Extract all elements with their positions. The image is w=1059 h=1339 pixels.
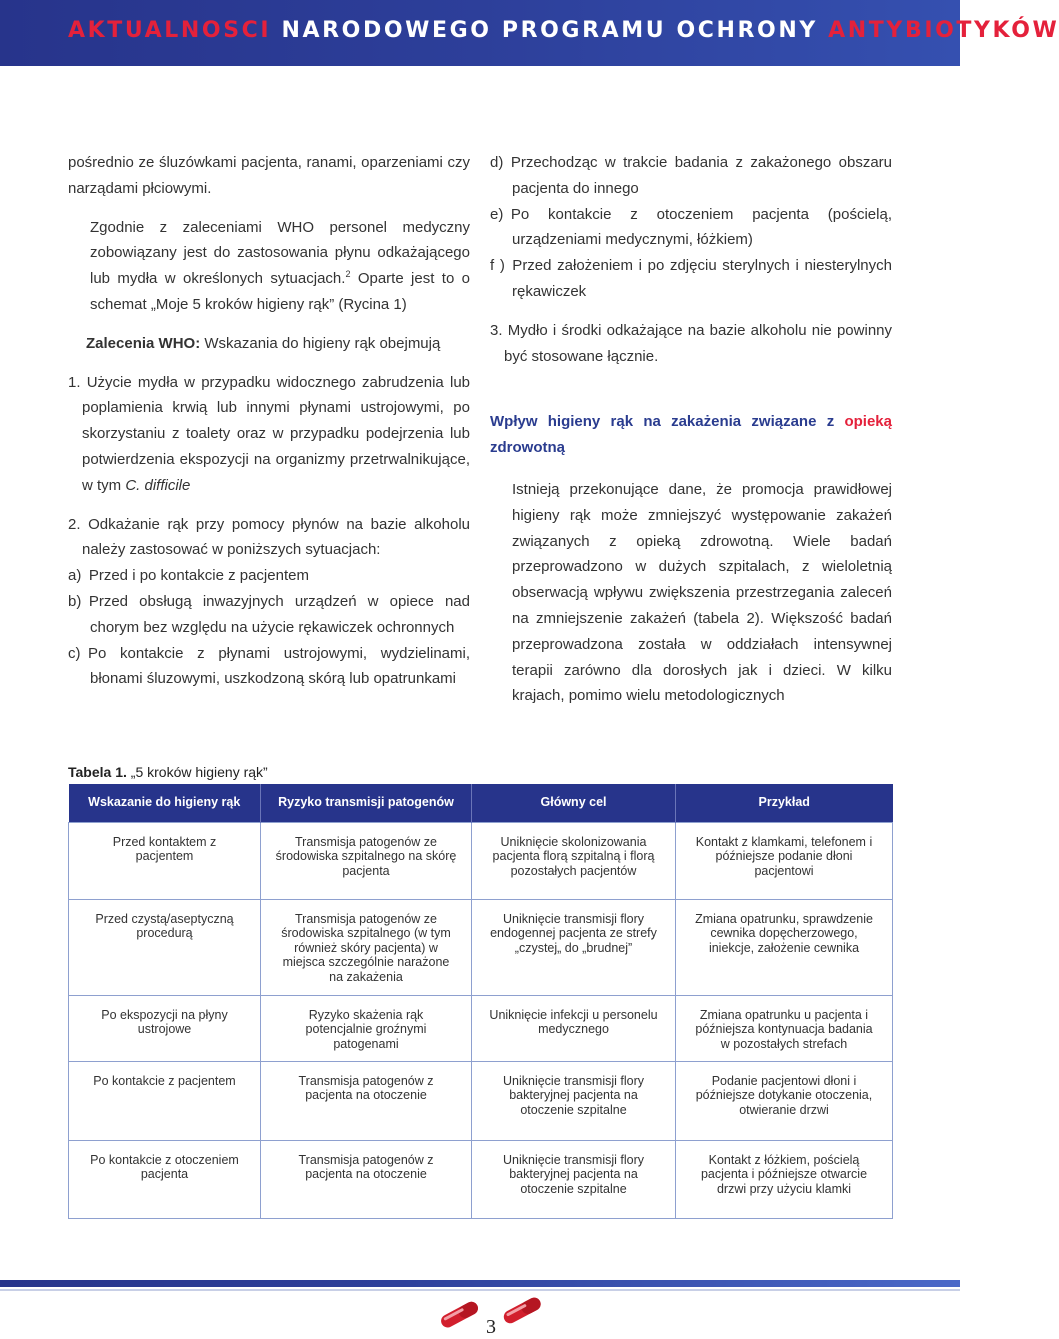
paragraph-who-text: Zgodnie z zaleceniami WHO personel medyczny zobowiązany jest do zastosowania płynu odkażającego lub mydła w określonych sytuacjach. [90,218,470,288]
page-number: 3 [486,1316,496,1338]
list-item-f: f ) Przed założeniem i po zdjęciu sterylnych i niesterylnych rękawiczek [490,257,892,300]
who-recommendations-subheading [68,331,470,357]
table-cell: Zmiana opatrunku, sprawdzenie cewnika dopęcherzowego, iniekcje, założenie cewnika [676,899,893,995]
section-heading-part3: zdrowotną [490,439,565,457]
table-cell: Zmiana opatrunku u pacjenta i późniejsza kontynuacja badania w pozostałych strefach [676,995,893,1061]
right-column [490,150,892,709]
list-item-1-text: 1. Użycie mydła w przypadku widocznego zabrudzenia lub poplamienia krwią lub innymi płynami ustrojowymi, po skorzystaniu z toalety oraz w przypadku podejrzenia lub potwierdzenia ekspozycji na organizmy przetrwalnikujące, w tym [68,373,470,494]
section-heading-part2: opieką [844,413,892,431]
table-cell: Transmisja patogenów z pacjenta na otoczenie [261,1140,472,1218]
list-item-e: e) Po kontakcie z otoczeniem pacjenta (pościelą, urządzeniami medycznymi, łóżkiem) [490,205,892,249]
table-cell: Uniknięcie skolonizowania pacjenta florą szpitalną i florą pozostałych pacjentów [472,822,676,899]
table-cell: Przed kontaktem z pacjentem [69,822,261,899]
list-item-b: b) Przed obsługą inwazyjnych urządzeń w opiece nad chorym bez względu na użycie rękawiczek ochronnych [68,592,470,636]
table-header-cell: Główny cel [472,784,676,822]
table-row [69,995,893,1061]
table-header-row [69,784,893,822]
table-cell: Uniknięcie infekcji u personelu medycznego [472,995,676,1061]
table-row [69,1061,893,1140]
paragraph-who-text-2: Oparte jest to o schemat „Moje 5 kroków higieny rąk” (Rycina 1) [90,270,470,313]
table-cell: Podanie pacjentowi dłoni i późniejsze dotykanie otoczenia, otwieranie drzwi [676,1061,893,1140]
table-cell: Po kontakcie z pacjentem [69,1061,261,1140]
table-caption-title: „5 kroków higieny rąk” [126,764,268,780]
table-header-cell: Ryzyko transmisji patogenów [261,784,472,822]
hand-hygiene-table [68,784,893,1219]
list-item-c: c) Po kontakcie z płynami ustrojowymi, wydzielinami, błonami śluzowymi, uszkodzoną skórą lub opatrunkami [68,644,470,688]
table-cell: Transmisja patogenów z pacjenta na otoczenie [261,1061,472,1140]
subheading-bold: Zalecenia WHO: [86,334,201,352]
list-item-2: 2. Odkażanie rąk przy pomocy płynów na bazie alkoholu należy zastosować w poniższych sytuacjach: [68,515,470,559]
list-item-a: a) Przed i po kontakcie z pacjentem [68,567,309,585]
footnote-ref: 2 [345,269,351,280]
table-cell: Kontakt z łóżkiem, pościelą pacjenta i późniejsze otwarcie drzwi przy użyciu klamki [676,1140,893,1218]
table-header-cell: Wskazanie do higieny rąk [69,784,261,822]
table-cell: Po kontakcie z otoczeniem pacjenta [69,1140,261,1218]
table-caption [68,764,268,780]
footer-divider [0,1289,960,1291]
list-item-d: d) Przechodząc w trakcie badania z zakażonego obszaru pacjenta do innego [490,154,892,197]
table-cell: Kontakt z klamkami, telefonem i późniejsze podanie dłoni pacjentowi [676,822,893,899]
list-item-3: 3. Mydło i środki odkażające na bazie alkoholu nie powinny być stosowane łącznie. [490,321,892,365]
list-item-1 [68,370,470,499]
subheading-rest: Wskazania do higieny rąk obejmują [200,334,441,352]
section-heading [490,409,892,461]
table-cell: Transmisja patogenów ze środowiska szpitalnego (w tym również skóry pacjenta) w miejsca szczególnie narażone na zakażenia [261,899,472,995]
table-cell: Ryzyko skażenia rąk potencjalnie groźnymi patogenami [261,995,472,1061]
table-row [69,822,893,899]
header-title-part1: AKTUALNOSCI [68,18,272,43]
table-caption-label: Tabela 1. [68,764,127,780]
footer-bar [0,1280,960,1287]
list-item-1-italic: C. difficile [125,476,191,494]
table-row [69,1140,893,1218]
table-cell: Transmisja patogenów ze środowiska szpitalnego na skórę pacjenta [261,822,472,899]
table-header-cell: Przykład [676,784,893,822]
header-bar [0,0,1059,66]
header-title-part2: NARODOWEGO PROGRAMU OCHRONY [281,18,818,43]
header-title-part3: ANTYBIOTYKÓW [828,18,1059,43]
table-row [69,899,893,995]
section-heading-part1: Wpływ higieny rąk na zakażenia związane z [490,413,845,431]
table-cell: Po ekspozycji na płyny ustrojowe [69,995,261,1061]
paragraph-intro: pośrednio ze śluzówkami pacjenta, ranami, oparzeniami czy narządami płciowymi. [68,154,470,197]
table-cell: Uniknięcie transmisji flory endogennej pacjenta ze strefy „czystej„ do „brudnej” [472,899,676,995]
paragraph-who [68,215,470,318]
left-column [68,150,470,692]
page-header-title [68,18,1059,43]
table-cell: Przed czystą/aseptyczną procedurą [69,899,261,995]
paragraph-evidence: Istnieją przekonujące dane, że promocja prawidłowej higieny rąk może zmniejszyć występowanie zakażeń związanych z opieką zdrowotną. Wiele badań przeprowadzono w dużych szpitalach, z wieloletnią obserwacją wpływu zwiększenia przestrzegania zaleceń na zmniejszenie zakażeń (tabela 2). Większość badań przeprowadzona została w oddziałach intensywnej terapii zarówno dla dorosłych jak i dzieci. W kilku krajach, pomimo wielu metodologicznych [512,480,892,705]
table-cell: Uniknięcie transmisji flory bakteryjnej pacjenta na otoczenie szpitalne [472,1061,676,1140]
table-cell: Uniknięcie transmisji flory bakteryjnej pacjenta na otoczenie szpitalne [472,1140,676,1218]
